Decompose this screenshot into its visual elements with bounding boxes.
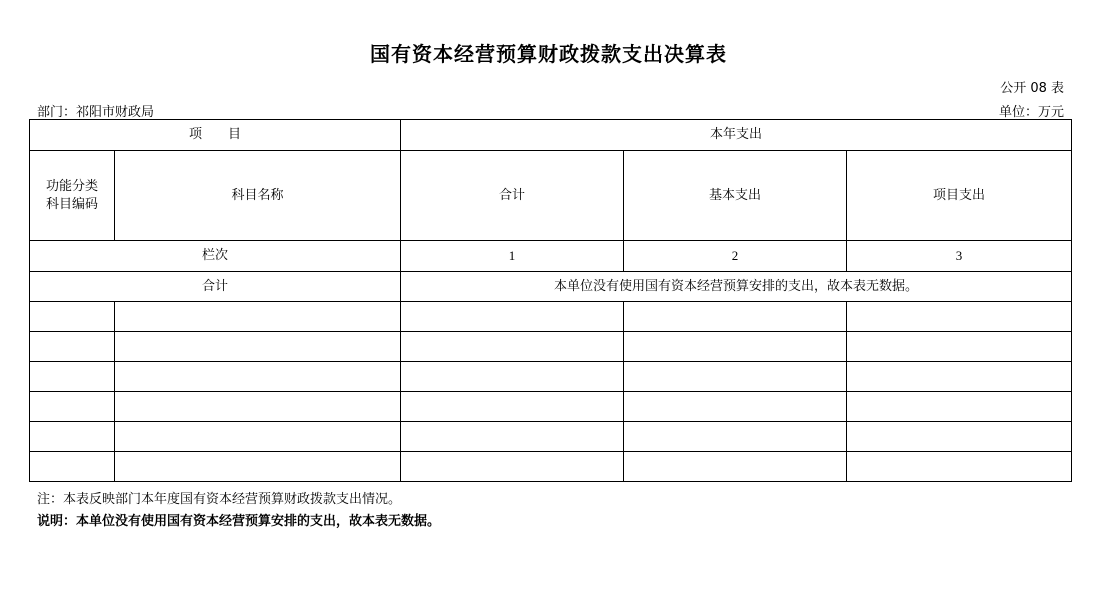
table-cell [624, 392, 847, 422]
table-cell [847, 332, 1072, 362]
col-name-header: 科目名称 [115, 151, 401, 241]
table-row [30, 332, 1072, 362]
table-cell [847, 362, 1072, 392]
table-cell [30, 422, 115, 452]
table-cell [401, 452, 624, 482]
index-row [30, 241, 1072, 272]
table-row [30, 452, 1072, 482]
table-cell [115, 302, 401, 332]
table-cell [624, 422, 847, 452]
table-cell [624, 302, 847, 332]
department-label: 部门：祁阳市财政局 [37, 105, 155, 120]
col-basic-header: 基本支出 [624, 151, 847, 241]
unit-label: 单位：万元 [998, 105, 1064, 120]
form-number: 公开 08 表 [1000, 81, 1064, 96]
table-cell [30, 362, 115, 392]
table-cell [847, 422, 1072, 452]
row-index-label: 栏次 [30, 241, 401, 272]
table-note: 注：本表反映部门本年度国有资本经营预算财政拨款支出情况。 [37, 492, 402, 507]
header-current-year: 本年支出 [401, 120, 1072, 151]
table-cell [115, 422, 401, 452]
table-cell [401, 302, 624, 332]
col-project-header: 项目支出 [847, 151, 1072, 241]
expenditure-table [29, 119, 1072, 482]
table-cell [115, 362, 401, 392]
col-code-header: 功能分类科目编码 [30, 151, 115, 241]
header-row-2 [30, 151, 1072, 241]
table-cell [401, 422, 624, 452]
table-row [30, 422, 1072, 452]
total-row [30, 272, 1072, 302]
index-3: 3 [847, 241, 1072, 272]
table-cell [624, 362, 847, 392]
table-cell [30, 392, 115, 422]
index-1: 1 [401, 241, 624, 272]
table-cell [115, 392, 401, 422]
table-cell [30, 302, 115, 332]
table-cell [115, 332, 401, 362]
table-cell [847, 392, 1072, 422]
table-row [30, 302, 1072, 332]
table-row [30, 362, 1072, 392]
table-cell [624, 332, 847, 362]
index-2: 2 [624, 241, 847, 272]
header-row-1 [30, 120, 1072, 151]
table-cell [30, 452, 115, 482]
total-label: 合计 [30, 272, 401, 302]
table-cell [30, 332, 115, 362]
table-row [30, 392, 1072, 422]
col-total-header: 合计 [401, 151, 624, 241]
table-cell [847, 302, 1072, 332]
table-cell [115, 452, 401, 482]
table-cell [624, 452, 847, 482]
table-cell [401, 332, 624, 362]
table-explanation: 说明：本单位没有使用国有资本经营预算安排的支出，故本表无数据。 [37, 514, 441, 529]
header-item: 项 目 [30, 120, 401, 151]
table-cell [401, 362, 624, 392]
report-title: 国有资本经营预算财政拨款支出决算表 [370, 42, 727, 66]
table-cell [847, 452, 1072, 482]
table-cell [401, 392, 624, 422]
no-data-message: 本单位没有使用国有资本经营预算安排的支出，故本表无数据。 [401, 272, 1072, 302]
